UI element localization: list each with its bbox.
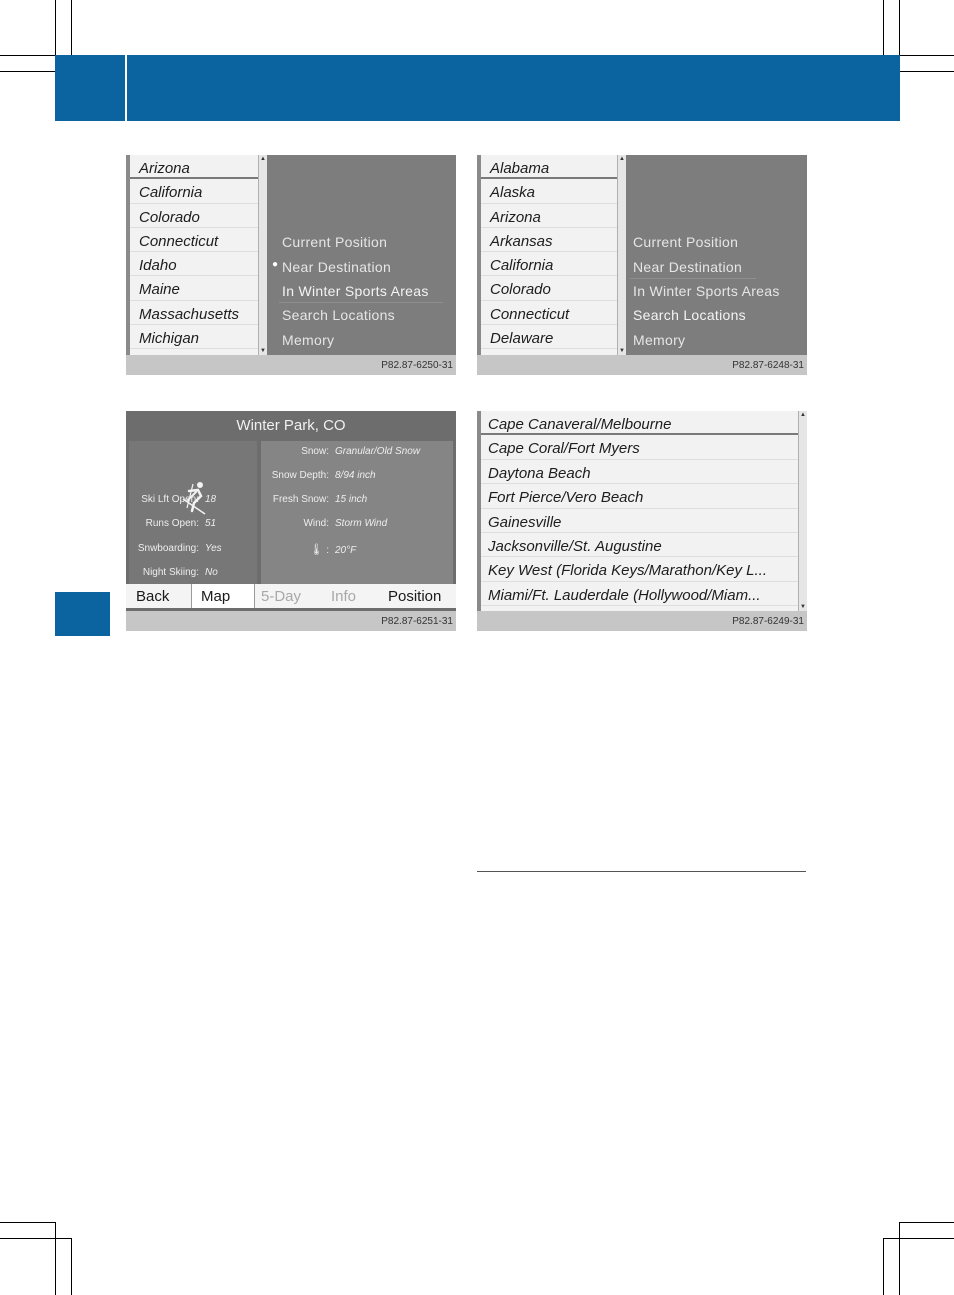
list-item[interactable]: Miami/Ft. Lauderdale (Hollywood/Miam... xyxy=(481,582,798,606)
list-item[interactable]: Gainesville xyxy=(481,509,798,533)
state-list xyxy=(477,155,617,355)
header-chapter-block xyxy=(55,55,125,121)
menu-item-search-locations[interactable]: Search Locations xyxy=(633,307,746,323)
list-item[interactable]: Arkansas xyxy=(481,228,617,252)
info-row xyxy=(129,518,216,529)
crop-mark xyxy=(0,1238,71,1239)
menu-item-current-position[interactable]: Current Position xyxy=(633,234,739,250)
list-item[interactable]: Maine xyxy=(130,276,266,300)
list-item[interactable]: Arizona xyxy=(481,204,617,228)
info-label: Ski Lft Open: xyxy=(141,494,199,505)
crop-mark xyxy=(0,71,55,72)
list-scrollbar[interactable] xyxy=(617,155,626,355)
menu-item-winter-sports-areas[interactable] xyxy=(282,283,429,299)
tab-5-day[interactable]: 5-Day xyxy=(261,588,302,605)
scroll-up-arrow-icon[interactable]: ▲ xyxy=(260,156,266,162)
info-label: Snwboarding: xyxy=(137,543,199,554)
info-row xyxy=(261,543,356,556)
info-label: Wind: xyxy=(303,518,329,529)
search-options-menu xyxy=(626,155,807,355)
figure-caption: P82.87-6250-31 xyxy=(126,355,456,375)
screen-states-menu-2 xyxy=(477,155,807,375)
info-row xyxy=(261,518,387,529)
weather-tab-bar xyxy=(126,584,456,608)
info-value: 20°F xyxy=(335,545,357,556)
crop-mark xyxy=(899,1222,900,1295)
info-row xyxy=(129,567,218,578)
list-item[interactable]: California xyxy=(481,252,617,276)
info-row xyxy=(261,494,367,505)
list-item[interactable]: Delaware xyxy=(481,325,617,349)
crop-mark xyxy=(0,55,55,56)
info-label xyxy=(261,543,329,556)
search-options-menu xyxy=(267,155,456,355)
tab-info[interactable]: Info xyxy=(331,588,357,605)
crop-mark xyxy=(899,71,954,72)
area-list xyxy=(477,411,798,611)
crop-mark xyxy=(899,0,900,55)
scroll-down-arrow-icon[interactable]: ▼ xyxy=(260,348,266,354)
list-item[interactable]: Jacksonville/St. Augustine xyxy=(481,533,798,557)
info-label: Runs Open: xyxy=(145,518,199,529)
screen-winter-areas-list xyxy=(477,411,807,631)
crop-mark xyxy=(883,1238,884,1295)
list-item[interactable]: California xyxy=(130,179,266,203)
list-item[interactable]: Alabama xyxy=(481,155,617,179)
crop-mark xyxy=(71,0,72,55)
info-value: Storm Wind xyxy=(335,518,388,529)
scroll-down-arrow-icon[interactable]: ▼ xyxy=(800,604,806,610)
menu-item-label: Near Destination xyxy=(633,259,743,275)
menu-item-memory[interactable]: Memory xyxy=(633,332,686,348)
crop-mark xyxy=(883,0,884,55)
crop-mark xyxy=(883,1238,954,1239)
screen-winter-sports-report xyxy=(126,411,456,631)
menu-item-near-destination[interactable] xyxy=(272,259,392,275)
section-rule xyxy=(477,871,806,872)
menu-item-near-destination[interactable] xyxy=(633,259,742,275)
menu-item-label: Near Destination xyxy=(282,259,392,275)
scroll-up-arrow-icon[interactable]: ▲ xyxy=(800,412,806,418)
tab-map[interactable]: Map xyxy=(191,584,255,608)
scroll-up-arrow-icon[interactable]: ▲ xyxy=(619,156,625,162)
info-value: 8/94 inch xyxy=(335,470,376,481)
menu-item-current-position[interactable]: Current Position xyxy=(282,234,388,250)
list-item[interactable]: Connecticut xyxy=(481,301,617,325)
tab-back[interactable]: Back xyxy=(136,588,170,605)
screen-states-menu-1 xyxy=(126,155,456,375)
scroll-down-arrow-icon[interactable]: ▼ xyxy=(619,348,625,354)
info-value: Yes xyxy=(205,543,222,554)
side-chapter-tab xyxy=(55,592,110,636)
crop-mark xyxy=(0,1222,55,1223)
list-item[interactable]: Colorado xyxy=(481,276,617,300)
resort-status-panel xyxy=(129,441,257,584)
list-item[interactable]: Key West (Florida Keys/Marathon/Key L... xyxy=(481,557,798,581)
info-row xyxy=(129,494,216,505)
snow-conditions-panel xyxy=(261,441,453,584)
info-row xyxy=(129,543,222,554)
list-item[interactable]: Connecticut xyxy=(130,228,266,252)
list-item[interactable]: Idaho xyxy=(130,252,266,276)
crop-mark xyxy=(55,1222,56,1295)
state-list xyxy=(126,155,266,355)
figure-caption: P82.87-6249-31 xyxy=(477,611,807,631)
highlight-underline xyxy=(279,302,443,303)
figure-caption: P82.87-6248-31 xyxy=(477,355,807,375)
info-value: 15 inch xyxy=(335,494,368,505)
info-value: 18 xyxy=(205,494,217,505)
figure-caption: P82.87-6251-31 xyxy=(126,611,456,631)
list-scrollbar[interactable] xyxy=(258,155,267,355)
info-value: No xyxy=(205,567,218,578)
menu-item-winter-sports-areas[interactable]: In Winter Sports Areas xyxy=(633,283,780,299)
list-item[interactable]: Cape Canaveral/Melbourne xyxy=(481,411,798,435)
info-label: Night Skiing: xyxy=(142,567,199,578)
info-row xyxy=(261,446,420,457)
info-label: Snow Depth: xyxy=(271,470,329,481)
tab-position[interactable]: Position xyxy=(388,588,442,605)
crop-mark xyxy=(899,1222,954,1223)
menu-item-label: In Winter Sports Areas xyxy=(282,283,429,299)
info-value: 51 xyxy=(205,518,217,529)
info-label: Fresh Snow: xyxy=(272,494,329,505)
list-item[interactable]: Arizona xyxy=(130,155,266,179)
crop-mark xyxy=(899,55,954,56)
selected-bullet-icon: ● xyxy=(272,259,279,270)
header-bar xyxy=(127,55,900,121)
crop-mark xyxy=(71,1238,72,1295)
info-label: Snow: xyxy=(301,446,329,457)
info-row xyxy=(261,470,376,481)
list-item[interactable]: Alaska xyxy=(481,179,617,203)
list-item[interactable]: Cape Coral/Fort Myers xyxy=(481,435,798,459)
list-item[interactable]: Daytona Beach xyxy=(481,460,798,484)
list-scrollbar[interactable] xyxy=(798,411,807,611)
info-value: Granular/Old Snow xyxy=(335,446,421,457)
temperature-separator: : xyxy=(326,545,329,556)
menu-separator xyxy=(630,278,756,279)
list-item[interactable]: Fort Pierce/Vero Beach xyxy=(481,484,798,508)
crop-mark xyxy=(55,0,56,55)
resort-title: Winter Park, CO xyxy=(236,417,346,434)
menu-item-search-locations[interactable]: Search Locations xyxy=(282,307,395,323)
list-item[interactable]: Massachusetts xyxy=(130,301,266,325)
list-item[interactable]: Colorado xyxy=(130,204,266,228)
menu-item-memory[interactable]: Memory xyxy=(282,332,335,348)
list-item[interactable]: Michigan xyxy=(130,325,266,349)
thermometer-icon: 🌡︎ xyxy=(309,544,324,556)
